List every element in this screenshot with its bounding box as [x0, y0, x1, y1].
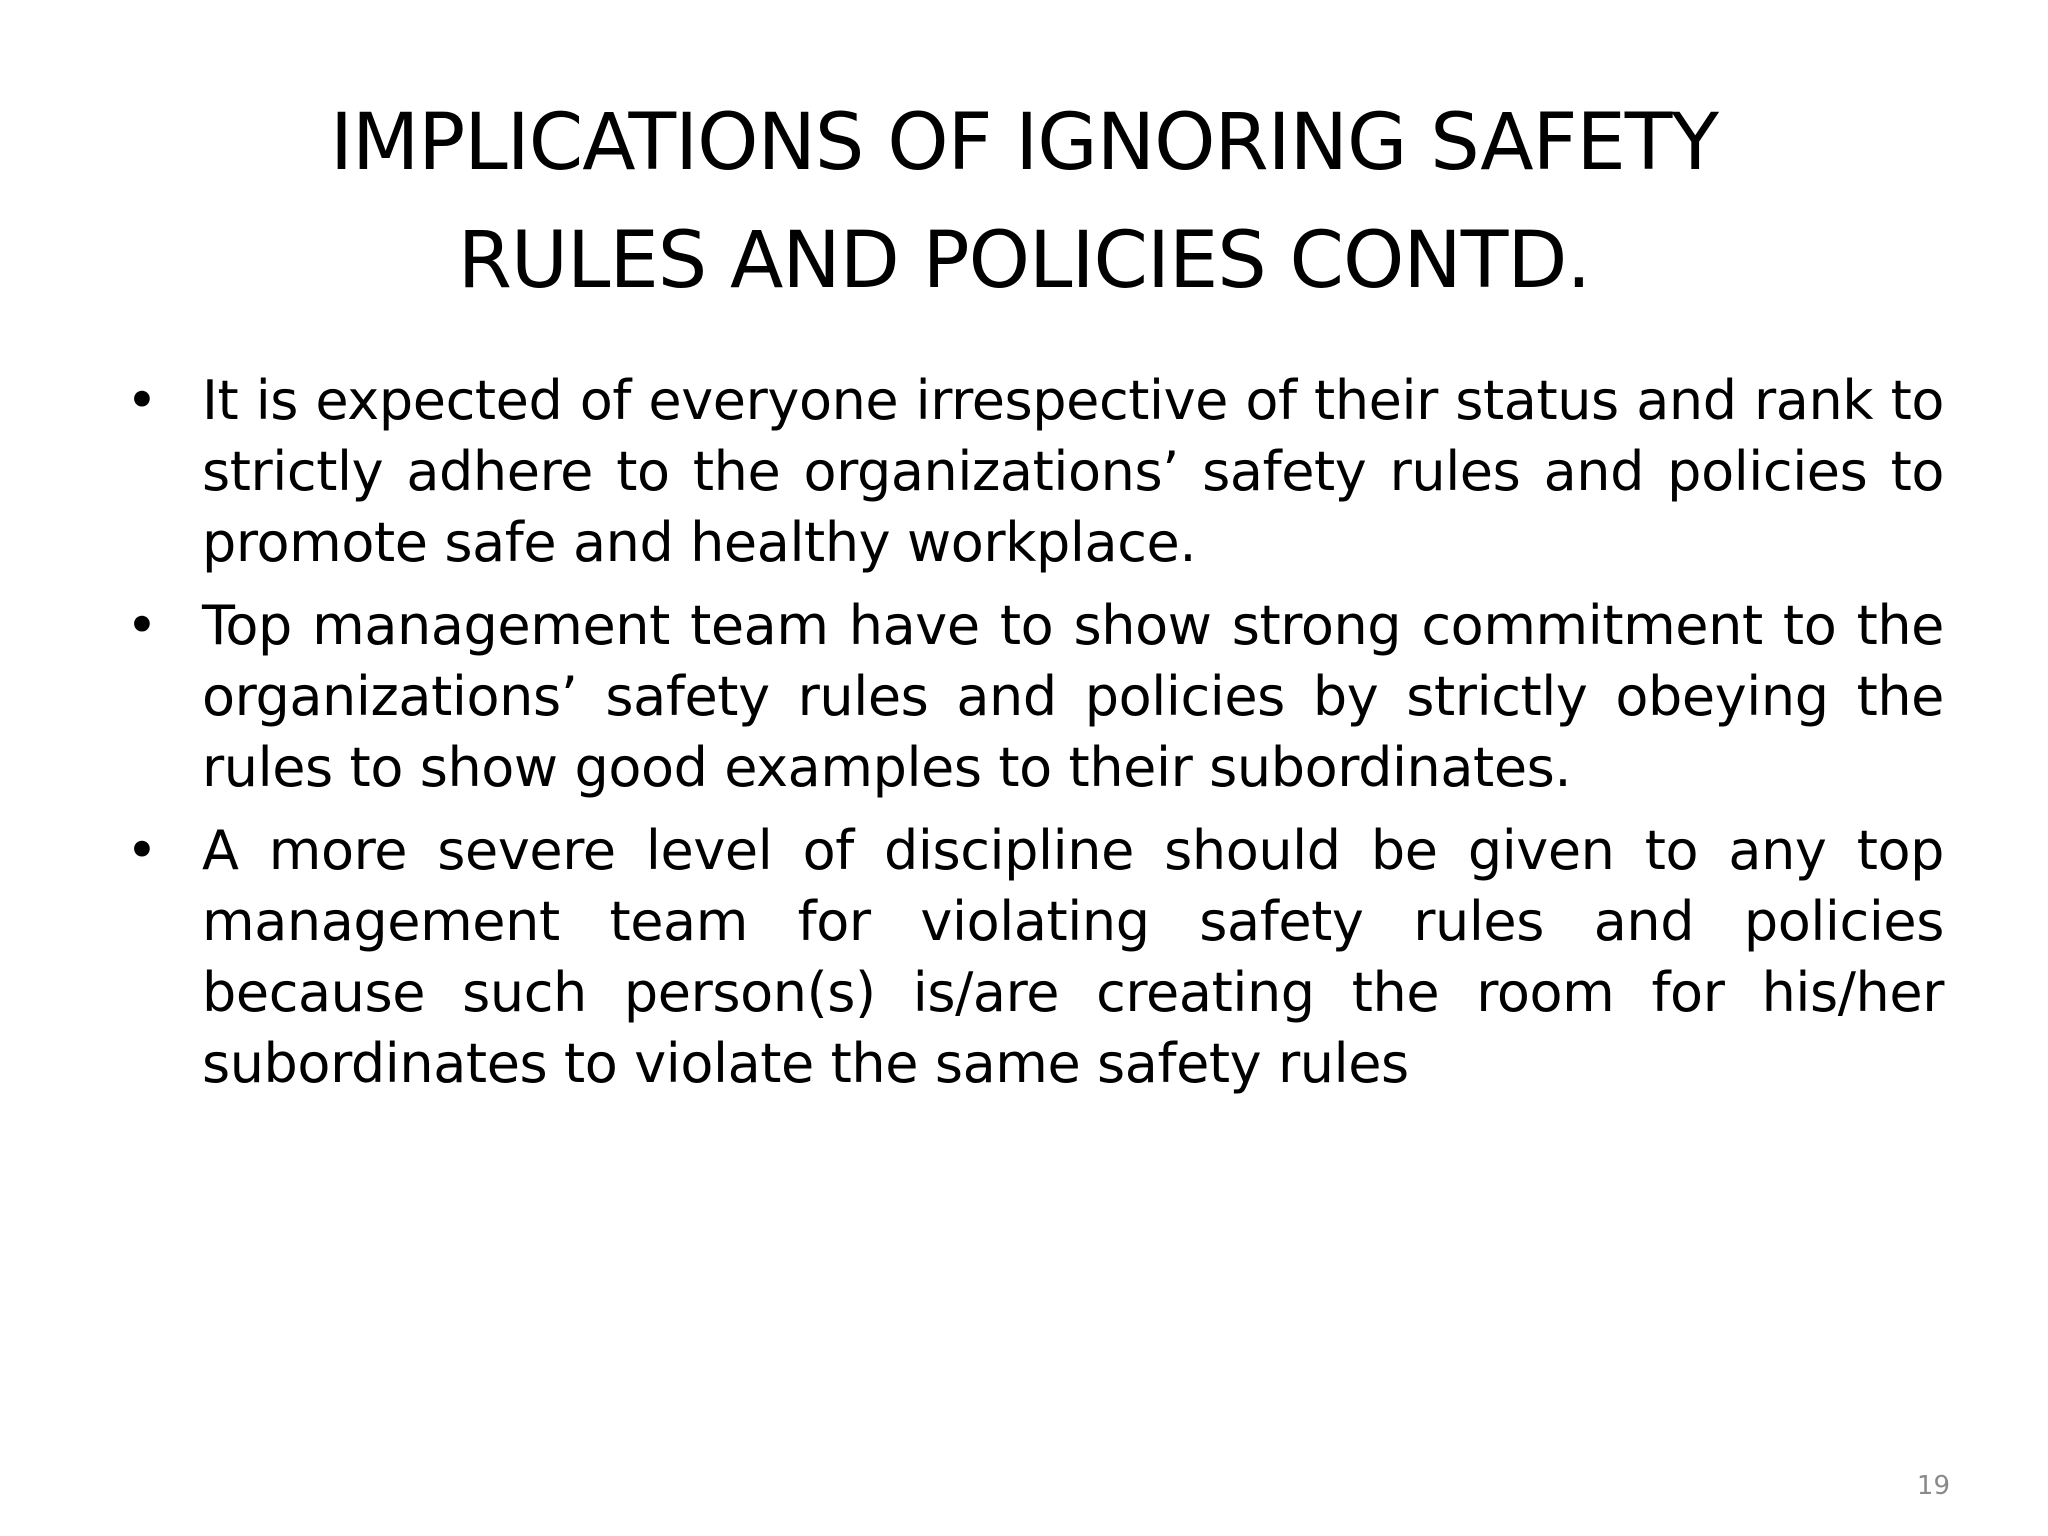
bullet-item [118, 815, 1944, 1099]
slide-title-line-2: RULES AND POLICIES CONTD. [457, 216, 1591, 306]
bullet-item [118, 365, 1944, 578]
page-number: 19 [1916, 1471, 1950, 1501]
bullet-icon: • [126, 594, 158, 657]
bullet-text: Top management team have to show strong commitment to the organizations’ safety rules and policies by strictly obeying the rules to show good examples to their subordinates. [202, 594, 1944, 799]
bullet-icon: • [126, 369, 158, 432]
bullet-text: It is expected of everyone irrespective of their status and rank to strictly adhere to the organizations’ safety rules and policies to promote safe and healthy workplace. [202, 369, 1944, 574]
bullet-item [118, 590, 1944, 803]
bullet-icon: • [126, 819, 158, 882]
slide-title [160, 84, 1888, 320]
bullet-list [118, 365, 1944, 1111]
bullet-text: A more severe level of discipline should be given to any top management team for violating safety rules and policies because such person(s) is/are creating the room for his/her subordinates to violate the same safety rules [202, 819, 1944, 1095]
slide-title-line-1: IMPLICATIONS OF IGNORING SAFETY [329, 98, 1719, 188]
